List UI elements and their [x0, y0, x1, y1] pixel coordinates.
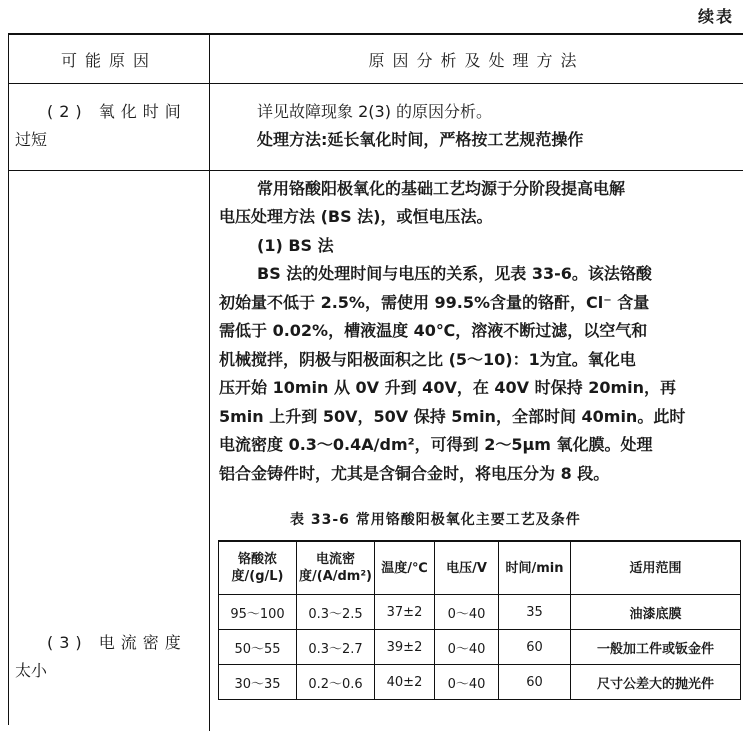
process-table [218, 540, 741, 700]
col-header: 适用范围 [571, 541, 741, 595]
table-cell: 0.3～2.5 [297, 595, 375, 630]
table-row [219, 630, 741, 665]
col-header: 时间/min [499, 541, 571, 595]
col-header: 电压/V [435, 541, 499, 595]
cause-line: 太小 [15, 661, 48, 680]
method-body: 延长氧化时间，严格按工艺规范操作 [327, 130, 584, 149]
body-line: 电流密度 0.3～0.4A/dm²，可得到 2～5μm 氧化膜。处理 [219, 435, 653, 454]
table-cell: 油漆底膜 [571, 595, 741, 630]
method-label: 处理方法: [257, 130, 328, 149]
cause-line: (2) 氧化时间 [47, 102, 187, 121]
cause-line: 过短 [15, 130, 48, 149]
col-header: 铬酸浓度/(g/L) [219, 541, 297, 595]
body-line: 常用铬酸阳极氧化的基础工艺均源于分阶段提高电解 [257, 179, 626, 198]
table-cell: 一般加工件或钣金件 [571, 630, 741, 665]
table-header [9, 35, 743, 84]
body-line: 5min 上升到 50V，50V 保持 5min，全部时间 40min。此时 [219, 407, 686, 426]
table-cell: 尺寸公差大的抛光件 [571, 665, 741, 700]
table-cell: 0～40 [435, 595, 499, 630]
body-line: BS 法的处理时间与电压的关系，见表 33-6。该法铬酸 [257, 264, 652, 283]
cause-text [15, 98, 205, 154]
sub-table-title: 表 33-6 常用铬酸阳极氧化主要工艺及条件 [290, 512, 581, 528]
table-cell: 35 [499, 595, 571, 630]
header-analysis-method: 原因分析及处理方法 [368, 50, 585, 70]
process-table-header-row [219, 541, 741, 595]
table-cell: 0.2～0.6 [297, 665, 375, 700]
continued-label: 续表 [697, 7, 734, 26]
body-line: 电压处理方法 (BS 法)，或恒电压法。 [219, 207, 493, 226]
col-header: 温度/℃ [375, 541, 435, 595]
table-cell: 0.3～2.7 [297, 630, 375, 665]
table-cell: 60 [499, 665, 571, 700]
header-possible-cause: 可能原因 [9, 35, 210, 83]
cause-cell [9, 84, 210, 170]
analysis-text: 详见故障现象 2(3) 的原因分析。 [257, 102, 493, 121]
table-row [219, 595, 741, 630]
table-cell: 0～40 [435, 630, 499, 665]
table-row [219, 665, 741, 700]
cause-line: (3) 电流密度 [47, 633, 187, 652]
body-line: 初始量不低于 2.5%，需使用 99.5%含量的铬酐，Cl⁻ 含量 [219, 293, 650, 312]
body-line: 机械搅拌，阴极与阳极面积之比 (5～10)：1为宜。氧化电 [219, 350, 636, 369]
cause-text [15, 629, 205, 685]
col-header: 电流密度/(A/dm²) [297, 541, 375, 595]
table-cell: 60 [499, 630, 571, 665]
table-cell: 40±2 [375, 665, 435, 700]
body-line: 铝合金铸件时，尤其是含铜合金时，将电压分为 8 段。 [219, 464, 610, 483]
table-cell: 37±2 [375, 595, 435, 630]
cause-cell [9, 171, 210, 731]
body-line: 压开始 10min 从 0V 升到 40V，在 40V 时保持 20min，再 [219, 378, 677, 397]
method-text [257, 126, 583, 155]
table-cell: 39±2 [375, 630, 435, 665]
table-row [9, 84, 743, 171]
table-cell: 0～40 [435, 665, 499, 700]
table-cell: 30～35 [219, 665, 297, 700]
body-line: (1) BS 法 [257, 236, 334, 255]
body-line: 需低于 0.02%，槽液温度 40℃，溶液不断过滤，以空气和 [219, 321, 648, 340]
table-cell: 95～100 [219, 595, 297, 630]
table-cell: 50～55 [219, 630, 297, 665]
